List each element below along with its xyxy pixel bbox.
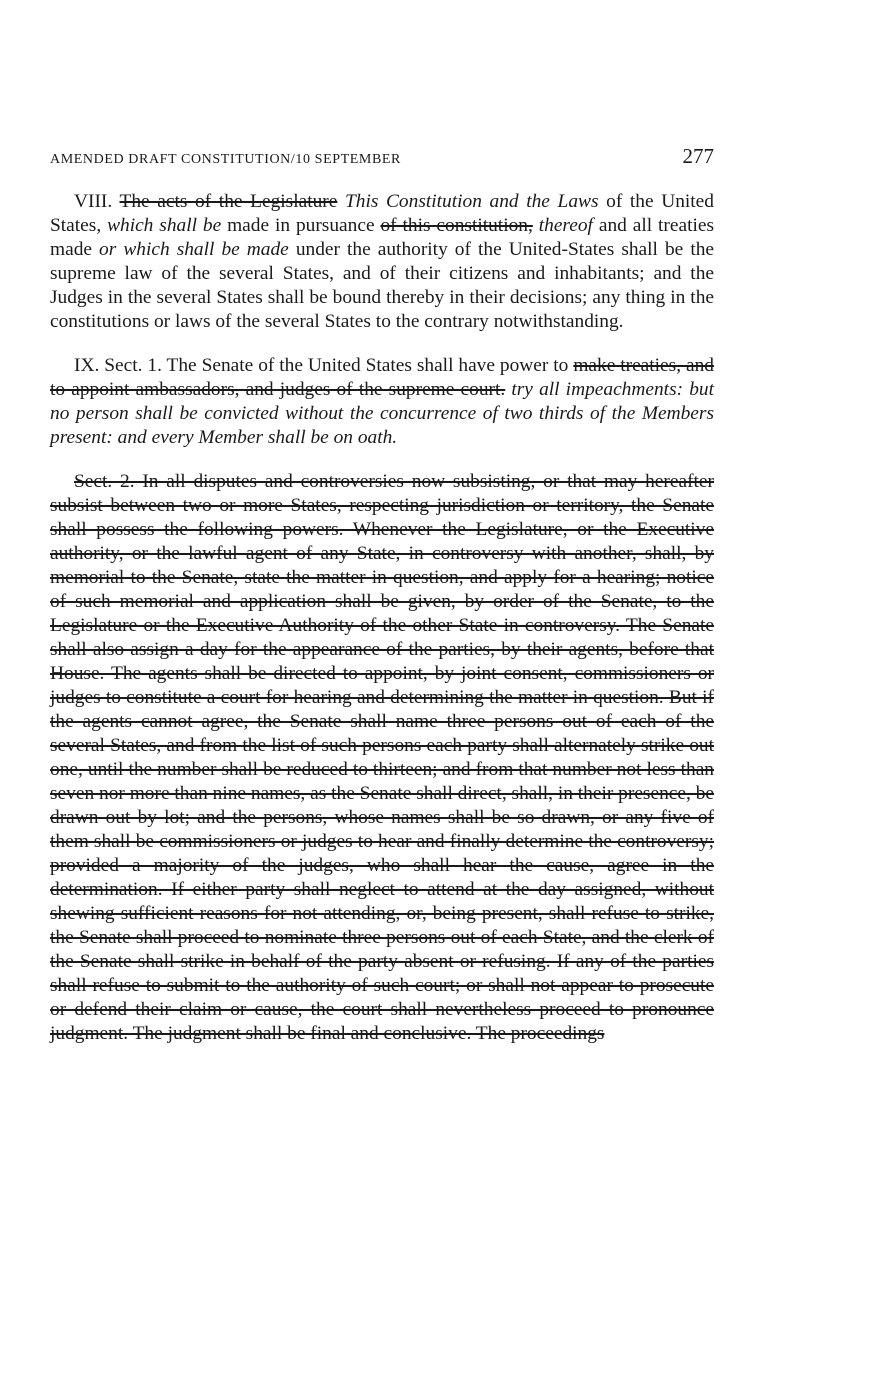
text-segment: IX. Sect. 1. The Senate of the United States shall have power to — [74, 355, 574, 376]
page-number: 277 — [682, 144, 714, 168]
paragraph-article-ix-sect-1 — [50, 354, 714, 450]
paragraph-article-viii — [50, 190, 714, 334]
struck-text: Sect. 2. In all disputes and controversies now subsisting, or that may hereafter subsist between two or more States, respecting jurisdiction or territory, the Senate shall possess the following powers. Whenever the Legislature, or the Executive authority, or the lawful agent of any State, in controversy with another, shall, by memorial to the Senate, state the matter in question, and apply for a hearing; notice of such memorial and application shall be given, by order of the Senate, to the Legislature or the Executive Authority of the other State in controversy. The Senate shall also assign a day for the appearance of the parties, by their agents, before that House. The agents shall be directed to appoint, by joint consent, commissioners or judges to constitute a court for hearing and determining the matter in question. But if the agents cannot agree, the Senate shall name three persons out of each of the several States, and from the list of such persons each party shall alternately strike out one, until the number shall be reduced to thirteen; and from that number not less than seven nor more than nine names, as the Senate shall direct, shall, in their presence, be drawn out by lot; and the persons, whose names shall be so drawn, or any five of them shall be commissioners or judges to hear and finally determine the controversy; provided a majority of the judges, who shall hear the cause, agree in the determination. If either party shall neglect to attend at the day assigned, without shewing sufficient reasons for not attending, or, being present, shall refuse to strike, the Senate shall proceed to nominate three persons out of each State, and the clerk of the Senate shall strike in behalf of the party absent or refusing. If any of the parties shall refuse to submit to the authority of such court; or shall not appear to prosecute or defend their claim or cause, the court shall nevertheless proceed to pronounce judgment. The judgment shall be final and conclusive. The proceedings — [50, 471, 714, 1044]
inserted-italic-text: or which shall be made — [99, 239, 289, 260]
paragraph-article-ix-sect-2 — [50, 470, 714, 1046]
struck-text: make treaties, and to appoint ambassadors, and judges of the supreme court. — [50, 355, 714, 400]
text-segment: and all treaties made — [50, 215, 714, 260]
inserted-italic-text: thereof — [538, 215, 593, 236]
inserted-italic-text: try all impeachments: but no person shall be convicted without the concurrence of two thirds of the Members present: and every Member shall be on oath. — [50, 379, 714, 448]
struck-text: of this constitution, — [380, 215, 533, 236]
running-head: AMENDED DRAFT CONSTITUTION/10 SEPTEMBER — [50, 152, 401, 167]
text-segment: VIII. — [74, 191, 120, 212]
inserted-italic-text: This Constitution and the Laws — [344, 191, 599, 212]
text-segment: of the United States, — [50, 191, 714, 236]
text-segment: under the authority of the United-States shall be the supreme law of the several States, and of their citizens and inhabitants; and the Judges in the several States shall be bound thereby in their decisions; any thing in the constitutions or laws of the several States to the contrary notwithstanding. — [50, 239, 715, 332]
text-segment — [337, 191, 345, 212]
struck-text: The acts of the Legislature — [119, 191, 338, 212]
text-segment: made in pursuance — [221, 215, 381, 236]
inserted-italic-text: which shall be — [107, 215, 222, 236]
page-header — [50, 144, 714, 169]
document-body — [50, 190, 714, 1046]
